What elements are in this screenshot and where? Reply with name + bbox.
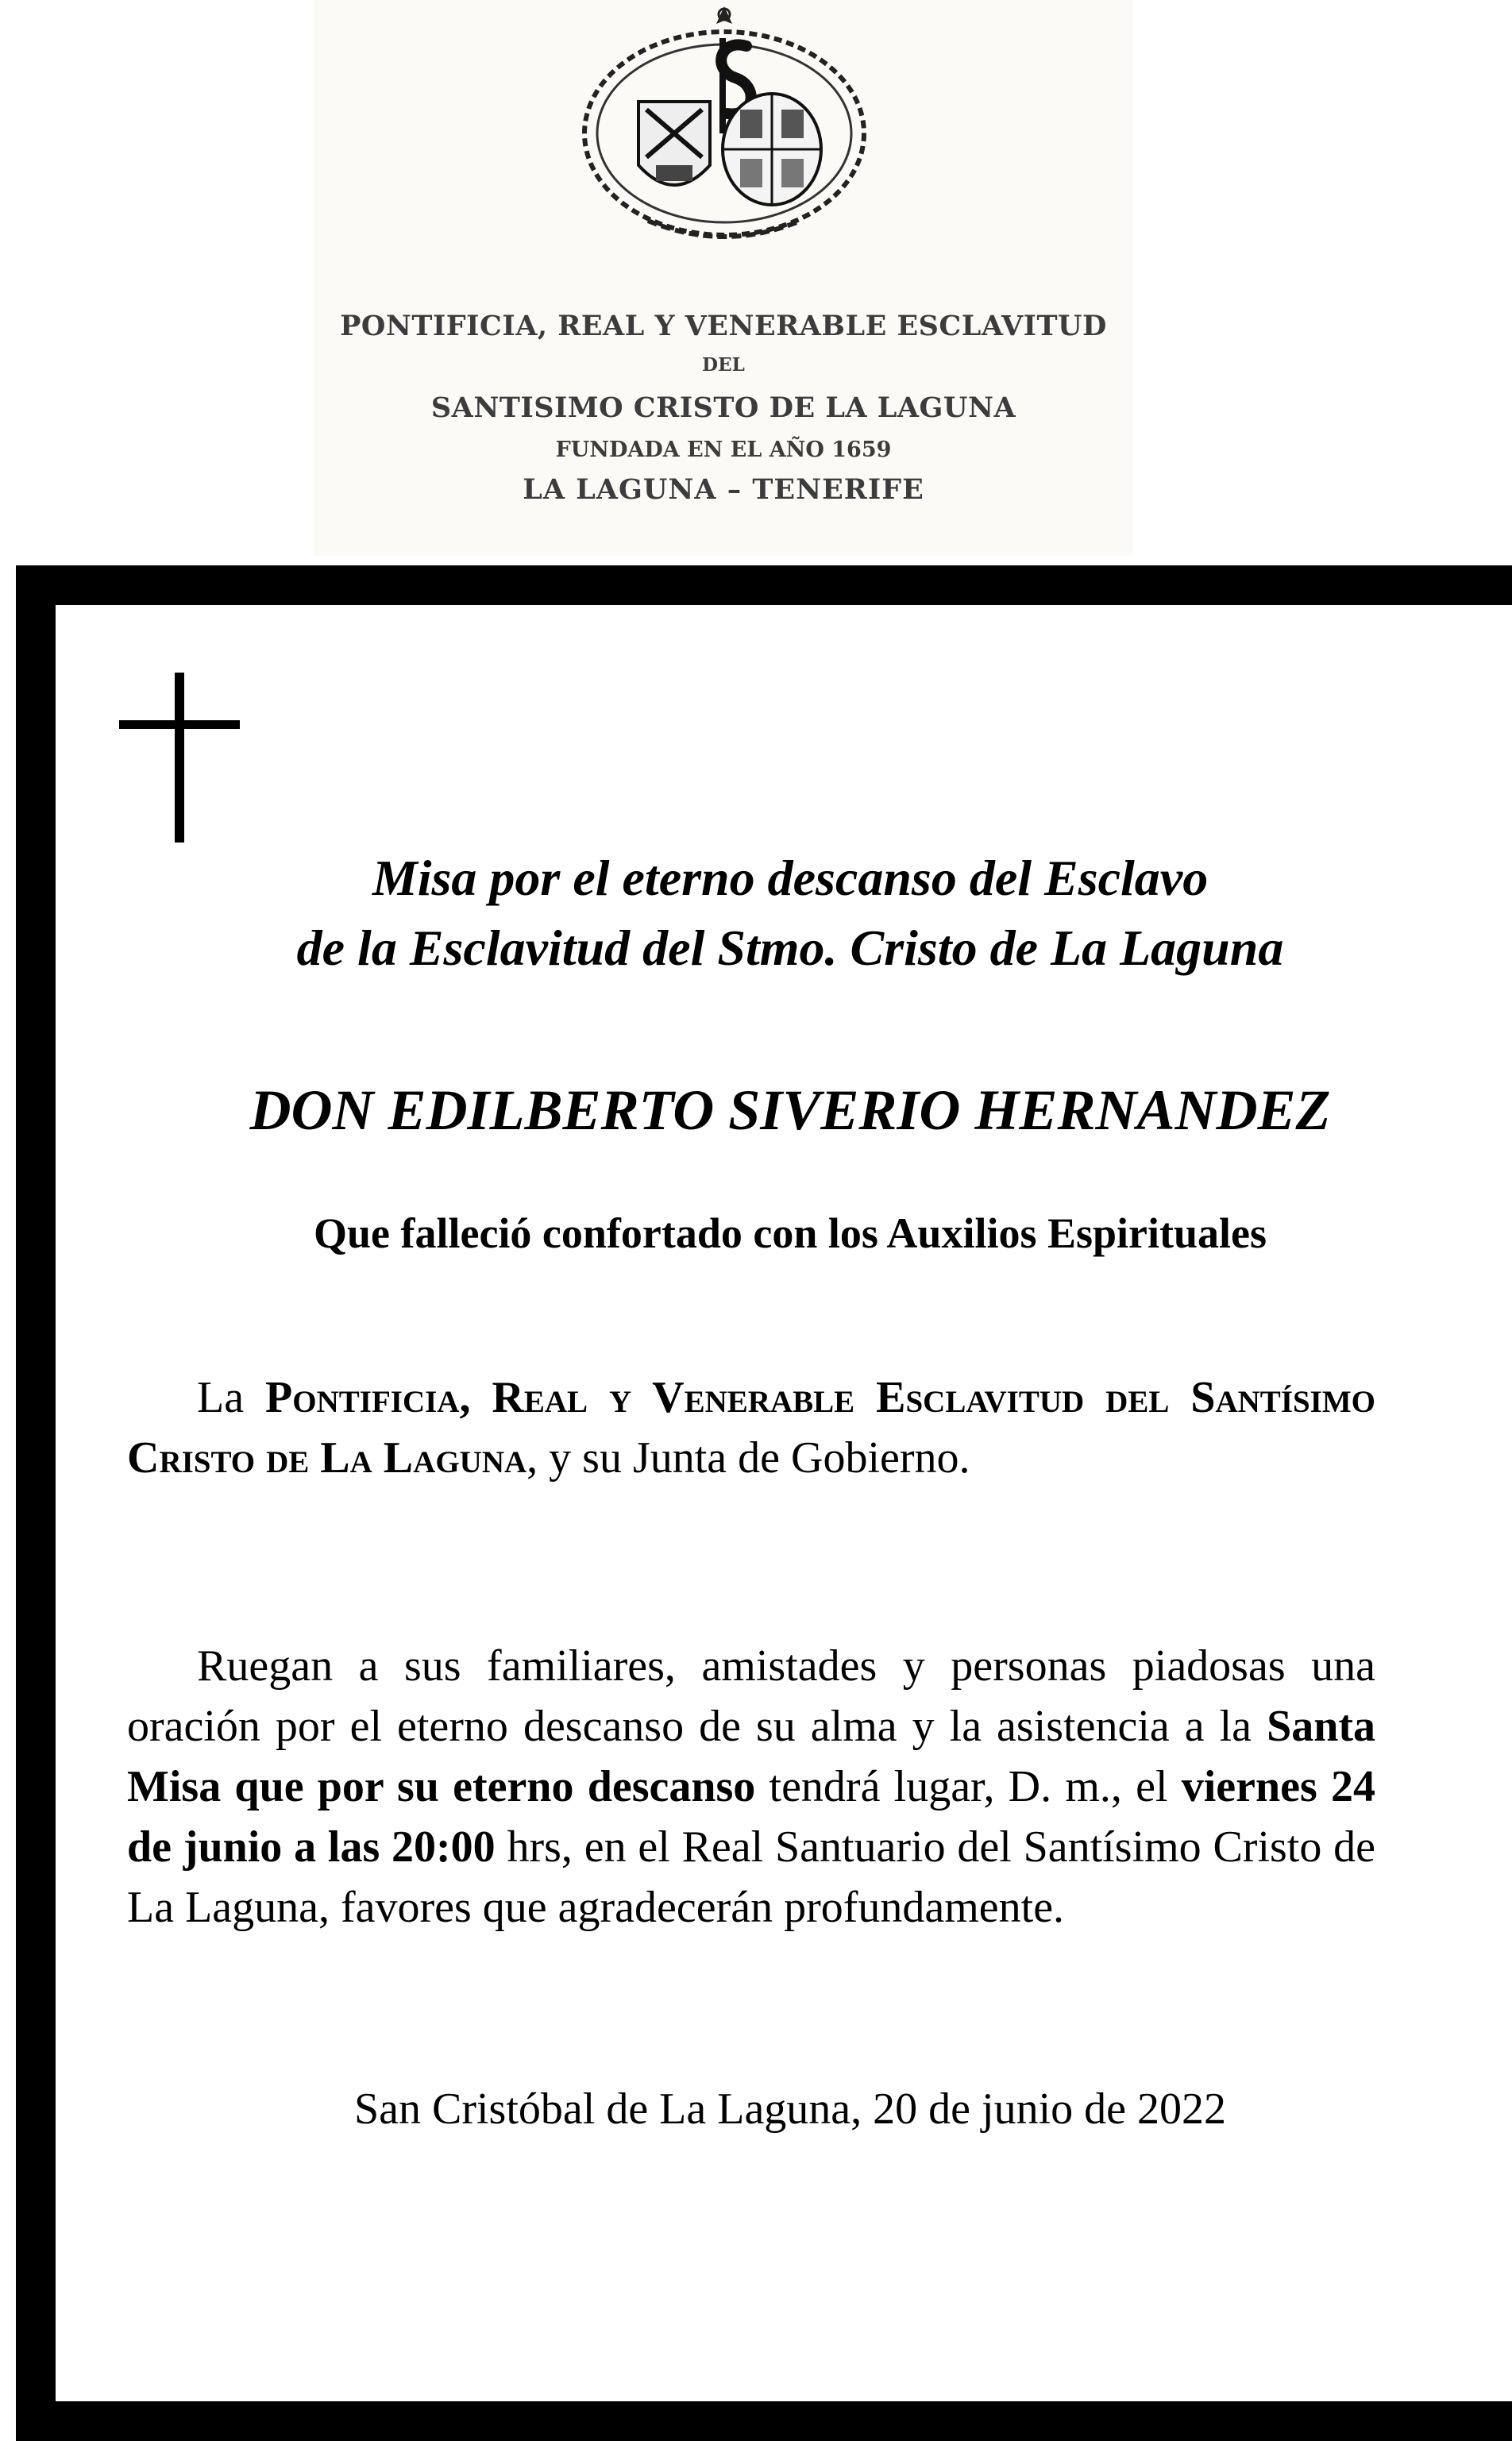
location-line: LA LAGUNA – TENERIFE <box>523 473 924 506</box>
institution-name-line-1: PONTIFICIA, REAL Y VENERABLE ESCLAVITUD <box>340 310 1107 342</box>
intro-line-2: de la Esclavitud del Stmo. Cristo de La Laguna <box>296 920 1284 976</box>
paragraph-invitation <box>127 1636 1375 1938</box>
deceased-name: DON EDILBERTO SIVERIO HERNANDEZ <box>249 1078 1331 1142</box>
mass-announcement-heading <box>56 843 1512 983</box>
paragraph-institution <box>127 1367 1375 1488</box>
place-and-date: San Cristóbal de La Laguna, 20 de junio de 2022 <box>354 2084 1226 2134</box>
foundation-year-line: FUNDADA EN EL AÑO 1659 <box>555 438 892 462</box>
institution-name-line-2: DEL <box>702 354 745 376</box>
paragraph-2-part-3: hrs, en el Real Santuario del Santísimo Cristo de La Laguna, favores que agradecerán profundamente. <box>127 1822 1375 1932</box>
institution-name-line-3: SANTISIMO CRISTO DE LA LAGUNA <box>430 391 1016 424</box>
latin-cross-icon <box>119 673 240 843</box>
paragraph-1-tail: , y su Junta de Gobierno. <box>526 1433 970 1483</box>
mass-date-time: viernes 24 de junio a las 20:00 <box>127 1762 1376 1872</box>
paragraph-2-part-2: tendrá lugar, D. m., el <box>755 1762 1182 1811</box>
paragraph-2-part-1: Ruegan a sus familiares, amistades y personas piadosas una oración por el eterno descanso de su alma y la asistencia a la <box>127 1641 1375 1751</box>
institution-full-name: Pontificia, Real y Venerable Esclavitud del Santísimo Cristo de La Laguna <box>127 1373 1376 1483</box>
coat-of-arms-emblem-icon <box>577 6 872 245</box>
institution-header <box>314 0 1132 556</box>
mass-highlight: Santa Misa que por su eterno descanso <box>127 1702 1375 1811</box>
deceased-subtitle: Que falleció confortado con los Auxilios Espirituales <box>313 1209 1267 1257</box>
paragraph-1-lead: La <box>197 1373 266 1422</box>
obituary-notice-frame <box>16 565 1512 2441</box>
intro-line-1: Misa por el eterno descanso del Esclavo <box>372 850 1209 906</box>
